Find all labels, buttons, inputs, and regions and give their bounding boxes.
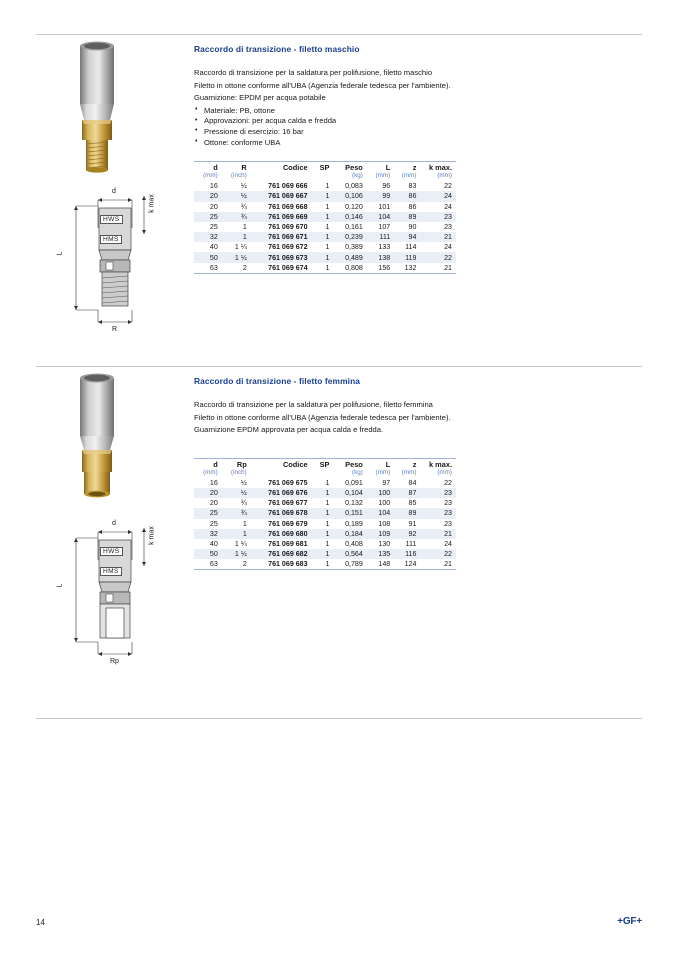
cell-sp: 1: [314, 508, 336, 518]
section-description-line-1: Raccordo di transizione per la saldatura per polifusione, filetto maschio: [194, 68, 433, 77]
cell-l: 148: [378, 560, 391, 569]
table-rule-bottom: [194, 569, 456, 570]
cell-d: 40: [209, 243, 218, 252]
table-header-row: [194, 162, 456, 172]
spec-table-wrapper: [194, 161, 456, 274]
product-section-female-thread: [36, 366, 642, 686]
col-header-d: d: [213, 163, 218, 173]
cell-kmax: 21: [444, 263, 452, 272]
cell-sp: 1: [314, 232, 336, 242]
cell-kmax: 23: [422, 508, 456, 518]
cell-rp: 1: [242, 519, 247, 528]
table-row: [194, 212, 456, 222]
cell-code: 761 069 672: [268, 243, 308, 252]
cell-kmax: 24: [444, 202, 452, 211]
cell-kmax: 21: [422, 529, 456, 539]
col-unit-sp: [314, 469, 336, 478]
col-header-z: z: [412, 163, 417, 173]
cell-code: 761 069 678: [255, 508, 314, 518]
technical-drawing-male: [36, 182, 186, 342]
table-body: [194, 478, 456, 570]
cell-d: 50: [194, 252, 224, 262]
cell-d: 20: [194, 191, 224, 201]
cell-sp: 1: [314, 191, 336, 201]
table-header-row: [194, 459, 456, 469]
col-unit-z: (mm): [401, 468, 417, 476]
cell-code: 761 069 677: [268, 499, 308, 508]
cell-d: 16: [209, 182, 218, 191]
cell-sp: 1: [325, 202, 330, 211]
cell-d: 25: [194, 508, 224, 518]
section-content: [194, 44, 634, 274]
list-item: • Ottone: conforme UBA: [194, 138, 634, 149]
cell-r: ¾: [240, 202, 247, 211]
cell-l: 138: [369, 252, 396, 262]
cell-l: 101: [378, 202, 391, 211]
table-body: [194, 181, 456, 273]
cell-d: 20: [209, 202, 218, 211]
table-row: [194, 202, 456, 212]
product-photo-female: [36, 366, 186, 506]
col-unit-sp: [314, 172, 336, 181]
col-header-kmax: k max.: [428, 163, 452, 173]
cell-kmax: 23: [422, 212, 456, 222]
cell-peso: 0,132: [345, 499, 363, 508]
col-header-peso: Peso: [345, 163, 363, 173]
cell-sp: 1: [325, 182, 330, 191]
cell-r: ½: [224, 191, 255, 201]
cell-z: 90: [408, 223, 417, 231]
cell-peso: 0,184: [335, 529, 368, 539]
cell-l: 108: [378, 519, 391, 528]
cell-l: 100: [369, 488, 396, 498]
cell-sp: 1: [325, 263, 330, 272]
cell-z: 116: [396, 549, 422, 559]
table-row: [194, 508, 456, 518]
cell-code: 761 069 671: [255, 232, 314, 242]
drawing-dim-d: d: [112, 188, 116, 195]
cell-z: 84: [408, 478, 417, 487]
section-content: [194, 376, 634, 570]
table-row: [194, 478, 456, 488]
cell-code: 761 069 682: [255, 549, 314, 559]
cell-r: 2: [242, 263, 247, 272]
cell-l: 100: [378, 499, 391, 508]
col-unit-rp: (inch): [231, 468, 247, 476]
col-unit-l: (mm): [375, 468, 391, 476]
table-row: [194, 549, 456, 559]
cell-d: 63: [209, 560, 218, 569]
cell-d: 63: [209, 263, 218, 272]
cell-kmax: 23: [444, 519, 452, 528]
cell-kmax: 23: [444, 223, 452, 231]
cell-z: 89: [396, 508, 422, 518]
cell-d: 16: [209, 478, 218, 487]
cell-d: 50: [194, 549, 224, 559]
col-unit-code: [255, 172, 314, 181]
cell-peso: 0,408: [345, 540, 363, 548]
cell-z: 119: [396, 252, 422, 262]
table-row: [194, 559, 456, 569]
cell-peso: 0,083: [345, 182, 363, 191]
col-header-sp: SP: [319, 163, 330, 173]
cell-peso: 0,489: [335, 252, 368, 262]
cell-code: 761 069 674: [268, 263, 308, 272]
col-header-rp: Rp: [236, 459, 247, 469]
cell-sp: 1: [314, 529, 336, 539]
cell-sp: 1: [325, 540, 330, 548]
col-unit-l: (mm): [375, 172, 391, 180]
drawing-label-hws: HWS: [100, 215, 123, 224]
cell-peso: 0,120: [345, 202, 363, 211]
drawing-dim-r: R: [112, 326, 118, 333]
cell-d: 40: [209, 540, 218, 548]
cell-z: 111: [405, 540, 417, 548]
list-item: • Approvazioni: per acqua calda e fredda: [194, 116, 634, 127]
cell-d: 20: [194, 488, 224, 498]
section-title: Raccordo di transizione - filetto femmina: [194, 376, 361, 386]
col-unit-kmax: (mm): [437, 468, 452, 476]
cell-peso: 0,564: [335, 549, 368, 559]
cell-z: 85: [408, 499, 417, 508]
table-row: [194, 222, 456, 232]
cell-peso: 0,106: [335, 191, 368, 201]
spec-table-wrapper: [194, 458, 456, 571]
section-description-line-3: Guarnizione: EPDM per acqua potabile: [194, 93, 326, 103]
cell-l: 133: [378, 243, 391, 252]
page-number: 14: [36, 918, 45, 927]
cell-z: 89: [396, 212, 422, 222]
col-unit-kmax: (mm): [437, 172, 452, 180]
list-item: • Pressione di esercizio: 16 bar: [194, 127, 634, 138]
drawing-dim-l: L: [56, 583, 64, 588]
cell-code: 761 069 681: [268, 540, 308, 548]
cell-code: 761 069 667: [255, 191, 314, 201]
cell-z: 91: [408, 519, 417, 528]
table-row: [194, 263, 456, 273]
col-unit-z: (mm): [401, 172, 417, 180]
cell-l: 104: [369, 212, 396, 222]
col-header-kmax: k max.: [428, 459, 452, 469]
drawing-label-hws: HWS: [100, 547, 123, 556]
cell-sp: 1: [325, 560, 330, 569]
cell-peso: 0,091: [345, 478, 363, 487]
cell-sp: 1: [314, 252, 336, 262]
table-row: [194, 498, 456, 508]
cell-sp: 1: [325, 519, 330, 528]
cell-peso: 0,161: [345, 223, 363, 231]
cell-l: 135: [369, 549, 396, 559]
cell-peso: 0,189: [345, 519, 363, 528]
col-unit-code: [255, 469, 314, 478]
col-unit-peso: (kg): [351, 172, 363, 180]
cell-d: 25: [209, 519, 218, 528]
cell-sp: 1: [314, 488, 336, 498]
section-description-line-2: Filetto in ottone conforme all'UBA (Agenzia federale tedesca per l'ambiente).: [194, 80, 451, 90]
figure-column: [36, 34, 186, 342]
col-header-peso: Peso: [345, 459, 363, 469]
cell-z: 94: [396, 232, 422, 242]
cell-rp: ½: [240, 478, 247, 487]
cell-kmax: 22: [422, 549, 456, 559]
cell-code: 761 069 683: [268, 560, 308, 569]
section-divider-bottom: [36, 718, 642, 719]
table-row: [194, 242, 456, 252]
section-description-line-1: Raccordo di transizione per la saldatura per polifusione, filetto femmina: [194, 400, 433, 409]
cell-l: 107: [378, 223, 391, 231]
cell-kmax: 22: [422, 252, 456, 262]
table-row: [194, 191, 456, 201]
cell-rp: ½: [224, 488, 255, 498]
cell-sp: 1: [325, 478, 330, 487]
cell-rp: 1: [224, 529, 255, 539]
cell-l: 111: [369, 232, 396, 242]
cell-d: 32: [194, 529, 224, 539]
cell-code: 761 069 673: [255, 252, 314, 262]
cell-z: 92: [396, 529, 422, 539]
cell-kmax: 21: [444, 560, 452, 569]
cell-r: ¾: [224, 212, 255, 222]
table-unit-row: [194, 469, 456, 478]
cell-kmax: 23: [422, 488, 456, 498]
cell-code: 761 069 676: [255, 488, 314, 498]
cell-rp: 1 ½: [224, 549, 255, 559]
col-header-code: Codice: [282, 163, 308, 173]
cell-sp: 1: [314, 212, 336, 222]
cell-r: 1: [224, 232, 255, 242]
cell-rp: ¾: [224, 508, 255, 518]
col-header-z: z: [412, 459, 417, 469]
cell-z: 86: [396, 191, 422, 201]
drawing-dim-k: k max: [148, 526, 156, 545]
cell-kmax: 23: [444, 499, 452, 508]
cell-sp: 1: [314, 549, 336, 559]
cell-l: 104: [369, 508, 396, 518]
list-item: • Materiale: PB, ottone: [194, 106, 634, 117]
col-unit-r: (inch): [231, 172, 247, 180]
cell-code: 761 069 670: [268, 223, 308, 231]
cell-code: 761 069 680: [255, 529, 314, 539]
cell-kmax: 22: [444, 182, 452, 191]
cell-z: 86: [408, 202, 417, 211]
cell-sp: 1: [325, 223, 330, 231]
cell-peso: 0,789: [345, 560, 363, 569]
cell-z: 83: [408, 182, 417, 191]
spec-table: [194, 459, 456, 570]
cell-l: 156: [378, 263, 391, 272]
cell-z: 114: [405, 243, 417, 252]
cell-d: 32: [194, 232, 224, 242]
col-header-l: L: [385, 459, 391, 469]
table-row: [194, 181, 456, 191]
table-row: [194, 529, 456, 539]
section-title: Raccordo di transizione - filetto maschio: [194, 44, 360, 54]
cell-code: 761 069 666: [268, 182, 308, 191]
table-row: [194, 519, 456, 529]
drawing-dim-k: k max: [148, 194, 156, 213]
cell-l: 109: [369, 529, 396, 539]
cell-l: 130: [378, 540, 391, 548]
col-header-d: d: [213, 459, 218, 469]
cell-z: 132: [404, 263, 417, 272]
cell-sp: 1: [325, 499, 330, 508]
figure-column: [36, 366, 186, 674]
product-section-male-thread: [36, 34, 642, 354]
cell-kmax: 24: [422, 191, 456, 201]
cell-peso: 0,104: [335, 488, 368, 498]
cell-sp: 1: [325, 243, 330, 252]
cell-kmax: 22: [444, 478, 452, 487]
drawing-label-hms: HMS: [100, 567, 122, 576]
cell-l: 99: [369, 191, 396, 201]
cell-rp: 1 ¼: [234, 540, 247, 548]
cell-peso: 0,389: [345, 243, 363, 252]
cell-kmax: 21: [422, 232, 456, 242]
table-row: [194, 232, 456, 242]
cell-r: 1 ½: [224, 252, 255, 262]
cell-kmax: 24: [444, 243, 452, 252]
section-description-line-3: Guarnizione EPDM approvata per acqua calda e fredda.: [194, 425, 384, 435]
product-photo-male: [36, 34, 186, 174]
section-description-line-2: Filetto in ottone conforme all'UBA (Agenzia federale tedesca per l'ambiente).: [194, 412, 451, 422]
col-header-code: Codice: [282, 459, 308, 469]
cell-l: 97: [382, 478, 391, 487]
cell-r: 1: [242, 223, 247, 231]
table-row: [194, 539, 456, 549]
cell-code: 761 069 679: [268, 519, 308, 528]
cell-code: 761 069 668: [268, 202, 308, 211]
cell-peso: 0,808: [345, 263, 363, 272]
cell-kmax: 24: [444, 540, 452, 548]
col-unit-d: (mm): [203, 172, 218, 180]
cell-d: 20: [209, 499, 218, 508]
drawing-dim-l: L: [56, 251, 64, 256]
cell-rp: 2: [242, 560, 247, 569]
cell-code: 761 069 675: [268, 478, 308, 487]
col-header-l: L: [385, 163, 391, 173]
cell-r: ½: [240, 182, 247, 191]
table-rule-bottom: [194, 273, 456, 274]
section-bullet-list: [194, 106, 634, 148]
col-header-r: R: [241, 163, 247, 173]
drawing-dim-rp: Rp: [110, 658, 119, 665]
drawing-label-hms: HMS: [100, 235, 122, 244]
cell-d: 25: [209, 223, 218, 231]
col-unit-peso: (kg): [351, 468, 363, 476]
technical-drawing-female: [36, 514, 186, 674]
col-header-sp: SP: [319, 459, 330, 469]
drawing-dim-d: d: [112, 520, 116, 527]
cell-peso: 0,239: [335, 232, 368, 242]
cell-code: 761 069 669: [255, 212, 314, 222]
cell-l: 96: [382, 182, 391, 191]
table-unit-row: [194, 172, 456, 181]
spec-table: [194, 162, 456, 273]
cell-z: 124: [404, 560, 417, 569]
cell-peso: 0,146: [335, 212, 368, 222]
table-row: [194, 252, 456, 262]
cell-z: 87: [396, 488, 422, 498]
cell-d: 25: [194, 212, 224, 222]
cell-r: 1 ¼: [234, 243, 247, 252]
brand-logo: +GF+: [617, 916, 642, 927]
table-row: [194, 488, 456, 498]
cell-peso: 0,151: [335, 508, 368, 518]
cell-rp: ¾: [240, 499, 247, 508]
col-unit-d: (mm): [203, 468, 218, 476]
